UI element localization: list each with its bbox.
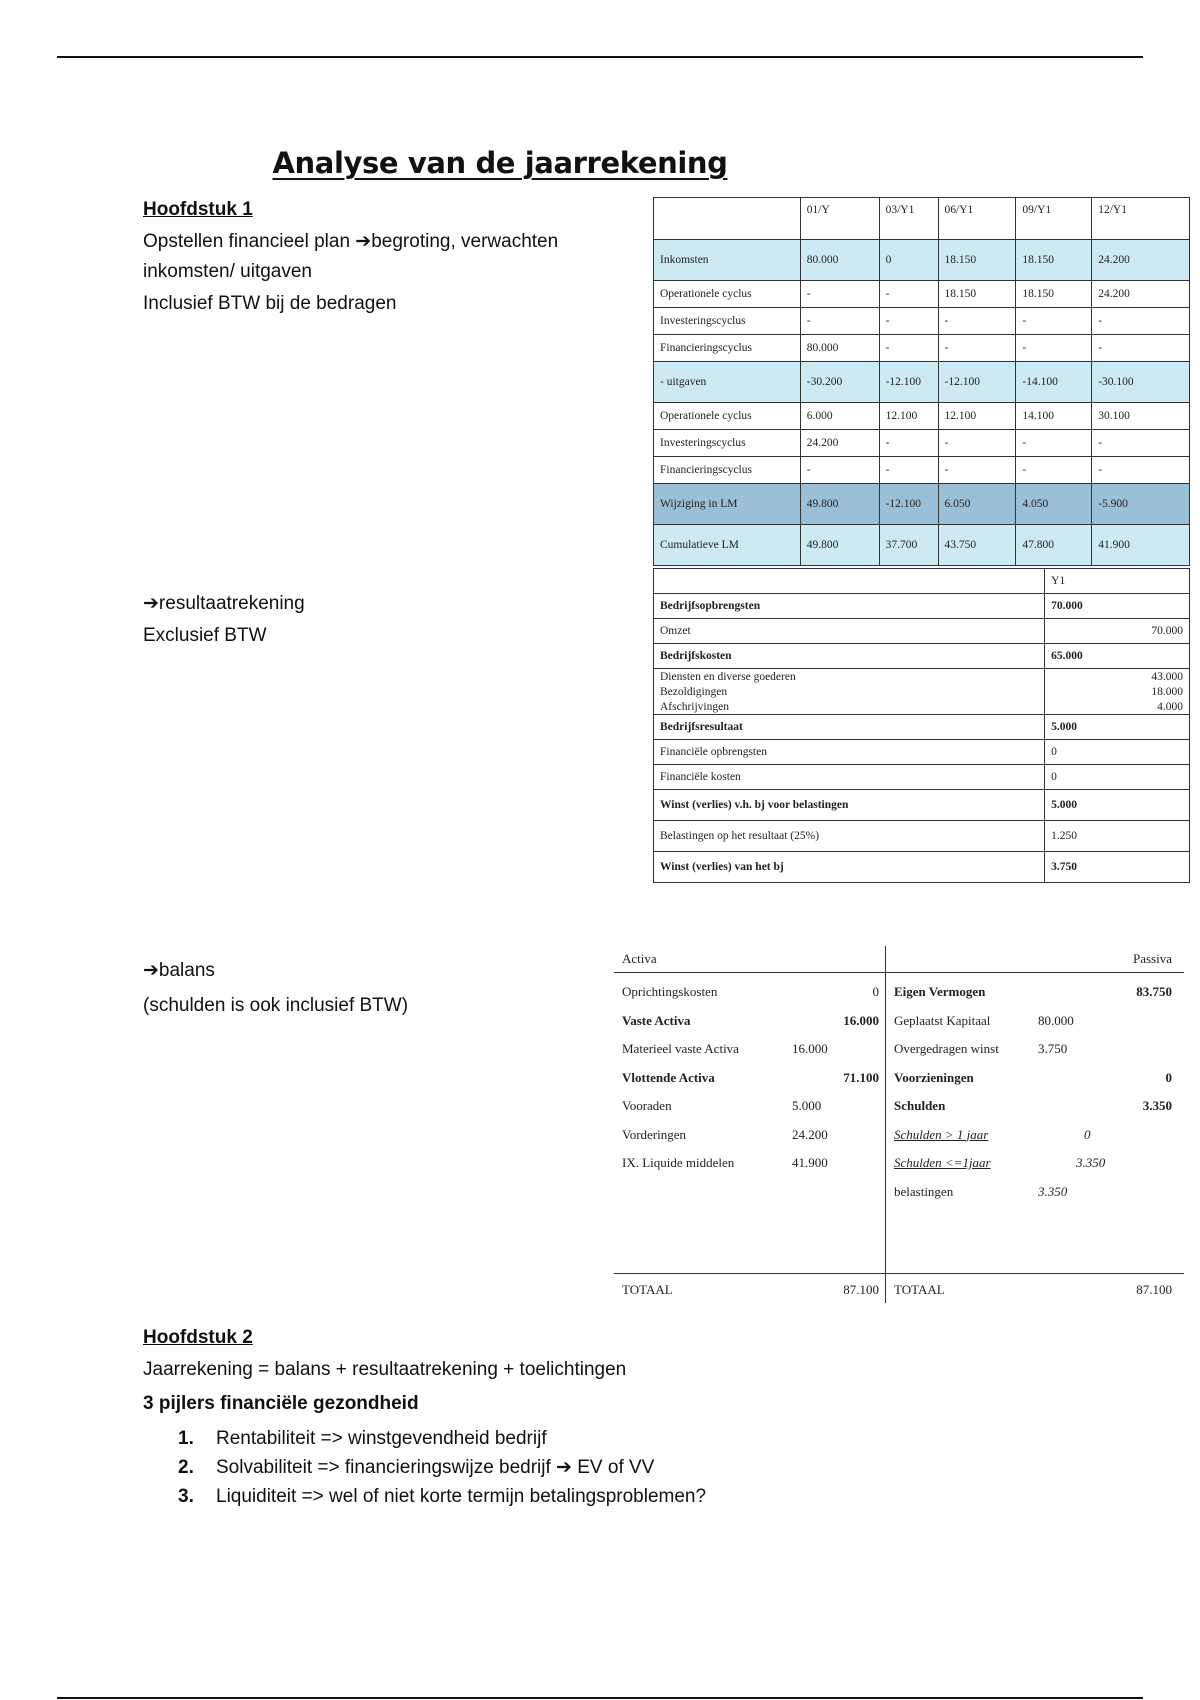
balance-item-label: Oprichtingskosten xyxy=(622,984,718,999)
table-cell: 24.200 xyxy=(1092,281,1190,308)
totaal-label: TOTAAL xyxy=(894,1282,945,1297)
balance-item-label: Schulden <=1jaar xyxy=(894,1155,991,1170)
table-cell: 43.000 xyxy=(1120,669,1190,685)
table-cell: 0 xyxy=(1045,740,1120,765)
table-cell: - xyxy=(1092,430,1190,457)
table-cell xyxy=(1120,821,1190,852)
pijlers-list xyxy=(178,1424,706,1511)
table-cell: -30.200 xyxy=(800,362,879,403)
balance-item-value: 24.200 xyxy=(792,1126,828,1142)
table-cell: Cumulatieve LM xyxy=(654,525,801,566)
paragraph-line: Inclusief BTW bij de bedragen xyxy=(143,293,397,314)
balance-header-rule xyxy=(614,972,1184,973)
table-row xyxy=(654,281,1190,308)
balance-item-total: 83.750 xyxy=(1136,984,1172,999)
balance-item-total: 3.350 xyxy=(1142,1098,1172,1113)
table-cell: - xyxy=(938,457,1016,484)
table-cell xyxy=(1120,594,1190,619)
table-cell: 5.000 xyxy=(1045,715,1120,740)
table-cell: 18.150 xyxy=(1016,240,1092,281)
page-title: Analyse van de jaarrekening xyxy=(272,146,728,180)
table-row xyxy=(654,594,1190,619)
table-cell: 49.800 xyxy=(800,484,879,525)
table-cell xyxy=(1120,644,1190,669)
top-rule xyxy=(57,56,1143,58)
table-row xyxy=(654,308,1190,335)
table-cell: 18.150 xyxy=(938,240,1016,281)
table-cell: 37.700 xyxy=(879,525,938,566)
table-cell: Bezoldigingen xyxy=(654,684,1045,699)
paragraph-line: ➔balans xyxy=(143,960,215,981)
table-row xyxy=(654,790,1190,821)
balance-item-label: belastingen xyxy=(894,1183,954,1199)
balance-item-total: 0 xyxy=(872,984,879,999)
list-number: 2. xyxy=(178,1457,194,1478)
balance-item-label: Materieel vaste Activa xyxy=(622,1041,739,1056)
table-cell: - xyxy=(879,335,938,362)
table-cell xyxy=(1045,699,1120,715)
table-cell: - xyxy=(1016,335,1092,362)
table-row xyxy=(654,699,1190,715)
balance-item-label: Schulden xyxy=(894,1098,946,1113)
activa-label: Activa xyxy=(622,951,657,966)
table-cell: 65.000 xyxy=(1045,644,1120,669)
table-cell: 18.150 xyxy=(1016,281,1092,308)
table-cell: 5.000 xyxy=(1045,790,1120,821)
table-cell: 80.000 xyxy=(800,240,879,281)
table-cell: 4.000 xyxy=(1120,699,1190,715)
table-cell: Operationele cyclus xyxy=(654,281,801,308)
table-cell: - xyxy=(1092,457,1190,484)
balance-item-label: Vooraden xyxy=(622,1098,672,1113)
balance-item-value: 0 xyxy=(1084,1126,1091,1142)
table-cell: - uitgaven xyxy=(654,362,801,403)
table-cell: 30.100 xyxy=(1092,403,1190,430)
table-cell: 0 xyxy=(879,240,938,281)
table-cell: - xyxy=(1016,457,1092,484)
balance-item-value: 3.750 xyxy=(1038,1041,1068,1056)
table-row xyxy=(654,619,1190,644)
list-text: Solvabiliteit => financieringswijze bedrijf ➔ EV of VV xyxy=(216,1457,655,1478)
table-cell: - xyxy=(1092,308,1190,335)
balance-item-label: Schulden > 1 jaar xyxy=(894,1126,989,1142)
table-cell: - xyxy=(800,457,879,484)
table-cell: Financiële kosten xyxy=(654,765,1045,790)
table-cell: -5.900 xyxy=(1092,484,1190,525)
table-cell: 24.200 xyxy=(1092,240,1190,281)
balance-item-label: Vaste Activa xyxy=(622,1012,691,1028)
paragraph-line: Jaarrekening = balans + resultaatrekening + toelichtingen xyxy=(143,1359,627,1380)
paragraph-line: Exclusief BTW xyxy=(143,625,267,646)
table-cell xyxy=(1045,619,1120,644)
table-cell: - xyxy=(800,281,879,308)
table-cell: -12.100 xyxy=(879,484,938,525)
balance-item-value: 5.000 xyxy=(792,1098,822,1113)
table-cell xyxy=(1045,684,1120,699)
paragraph-line: inkomsten/ uitgaven xyxy=(143,261,312,282)
table-cell: 6.000 xyxy=(800,403,879,430)
table-row xyxy=(654,430,1190,457)
table-cell: 18.150 xyxy=(938,281,1016,308)
list-number: 1. xyxy=(178,1428,194,1449)
table-row xyxy=(654,740,1190,765)
table-cell: - xyxy=(879,281,938,308)
table-header-cell: 03/Y1 xyxy=(879,198,938,240)
table-cell: 1.250 xyxy=(1045,821,1120,852)
balance-item-label: Vlottende Activa xyxy=(622,1069,715,1085)
heading-hoofdstuk-2: Hoofdstuk 2 xyxy=(143,1327,253,1348)
balance-item-value: 3.350 xyxy=(1076,1155,1106,1170)
table-row-wijziging xyxy=(654,484,1190,525)
table-row xyxy=(654,644,1190,669)
balance-total-rule xyxy=(614,1273,1184,1274)
table-row xyxy=(654,335,1190,362)
table-cell: - xyxy=(879,308,938,335)
balance-item-label: Vorderingen xyxy=(622,1126,687,1142)
balance-item-value: 41.900 xyxy=(792,1155,828,1170)
table-header-cell: 06/Y1 xyxy=(938,198,1016,240)
table-cell: - xyxy=(938,430,1016,457)
balance-item-total: 16.000 xyxy=(843,1012,879,1028)
table-cell xyxy=(1045,669,1120,685)
table-cell: Winst (verlies) v.h. bj voor belastingen xyxy=(654,790,1045,821)
table-row-uitgaven xyxy=(654,362,1190,403)
table-cell: - xyxy=(879,430,938,457)
balance-item-label: Voorzieningen xyxy=(894,1069,974,1085)
balance-item-label: Geplaatst Kapitaal xyxy=(894,1012,991,1028)
income-statement-table xyxy=(653,568,1190,883)
table-cell: Winst (verlies) van het bj xyxy=(654,852,1045,883)
table-row xyxy=(654,198,1190,240)
table-cell: 80.000 xyxy=(800,335,879,362)
paragraph-line: Opstellen financieel plan ➔begroting, verwachten xyxy=(143,231,559,252)
table-cell: Investeringscyclus xyxy=(654,308,801,335)
table-cell: Financiële opbrengsten xyxy=(654,740,1045,765)
table-cell: 3.750 xyxy=(1045,852,1120,883)
table-row xyxy=(654,403,1190,430)
table-cell: 4.050 xyxy=(1016,484,1092,525)
table-cell: -14.100 xyxy=(1016,362,1092,403)
table-cell: - xyxy=(938,335,1016,362)
table-cell: Wijziging in LM xyxy=(654,484,801,525)
table-cell: 0 xyxy=(1045,765,1120,790)
table-cell: -30.100 xyxy=(1092,362,1190,403)
table-row xyxy=(654,821,1190,852)
list-item xyxy=(178,1482,706,1511)
paragraph-line: ➔resultaatrekening xyxy=(143,593,305,614)
table-cell xyxy=(1120,715,1190,740)
table-row xyxy=(654,669,1190,685)
table-cell: - xyxy=(800,308,879,335)
table-cell: 24.200 xyxy=(800,430,879,457)
table-cell xyxy=(654,569,1045,594)
balance-item-value: 16.000 xyxy=(792,1041,828,1056)
table-cell: Operationele cyclus xyxy=(654,403,801,430)
table-cell: Financieringscyclus xyxy=(654,457,801,484)
table-cell: 47.800 xyxy=(1016,525,1092,566)
list-item xyxy=(178,1453,706,1482)
list-item xyxy=(178,1424,706,1453)
table-row xyxy=(654,684,1190,699)
balance-item-label: IX. Liquide middelen xyxy=(622,1155,735,1170)
table-cell: -12.100 xyxy=(938,362,1016,403)
table-cell xyxy=(1120,740,1190,765)
heading-hoofdstuk-1: Hoofdstuk 1 xyxy=(143,199,253,220)
balance-item-value: 80.000 xyxy=(1038,1012,1074,1028)
table-header-cell: 01/Y xyxy=(800,198,879,240)
balance-item-label: Eigen Vermogen xyxy=(894,984,986,999)
table-row xyxy=(654,457,1190,484)
table-row xyxy=(654,569,1190,594)
table-cell: Bedrijfsopbrengsten xyxy=(654,594,1045,619)
bottom-rule xyxy=(57,1697,1143,1699)
table-cell: Diensten en diverse goederen xyxy=(654,669,1045,685)
balance-item-label: Overgedragen winst xyxy=(894,1041,999,1056)
passiva-label: Passiva xyxy=(1133,951,1172,966)
table-cell: Belastingen op het resultaat (25%) xyxy=(654,821,1045,852)
pijlers-title: 3 pijlers financiële gezondheid xyxy=(143,1393,419,1414)
table-cell: Investeringscyclus xyxy=(654,430,801,457)
table-header-cell: 12/Y1 xyxy=(1092,198,1190,240)
table-cell xyxy=(1120,765,1190,790)
balance-sheet xyxy=(614,946,1184,1306)
table-header-cell: 09/Y1 xyxy=(1016,198,1092,240)
table-cell: -12.100 xyxy=(879,362,938,403)
table-cell xyxy=(654,198,801,240)
table-cell: - xyxy=(1016,430,1092,457)
table-cell: 18.000 xyxy=(1120,684,1190,699)
table-cell: 6.050 xyxy=(938,484,1016,525)
list-text: Liquiditeit => wel of niet korte termijn betalingsproblemen? xyxy=(216,1486,707,1507)
table-cell: Bedrijfsresultaat xyxy=(654,715,1045,740)
table-row xyxy=(654,852,1190,883)
paragraph-line: (schulden is ook inclusief BTW) xyxy=(143,995,409,1016)
totaal-activa: 87.100 xyxy=(843,1282,879,1297)
balance-item-value: 3.350 xyxy=(1038,1183,1068,1199)
table-cell: Afschrijvingen xyxy=(654,699,1045,715)
table-cell: - xyxy=(938,308,1016,335)
table-cell: 70.000 xyxy=(1045,594,1120,619)
table-cell: Financieringscyclus xyxy=(654,335,801,362)
table-header-cell: Y1 xyxy=(1045,569,1120,594)
table-cell: - xyxy=(1016,308,1092,335)
totaal-passiva: 87.100 xyxy=(1136,1282,1172,1297)
table-cell: 12.100 xyxy=(879,403,938,430)
table-cell: 43.750 xyxy=(938,525,1016,566)
table-row xyxy=(654,715,1190,740)
balance-item-total: 71.100 xyxy=(843,1069,879,1085)
table-cell: 49.800 xyxy=(800,525,879,566)
table-cell: - xyxy=(879,457,938,484)
table-cell: 14.100 xyxy=(1016,403,1092,430)
table-cell xyxy=(1120,569,1190,594)
table-cell: 12.100 xyxy=(938,403,1016,430)
financial-plan-table xyxy=(653,197,1190,566)
table-cell: Omzet xyxy=(654,619,1045,644)
table-cell: - xyxy=(1092,335,1190,362)
table-cell xyxy=(1120,852,1190,883)
table-cell: Inkomsten xyxy=(654,240,801,281)
table-cell: 70.000 xyxy=(1120,619,1190,644)
balance-divider xyxy=(885,946,886,1303)
totaal-label: TOTAAL xyxy=(622,1282,673,1297)
list-number: 3. xyxy=(178,1486,194,1507)
table-row xyxy=(654,765,1190,790)
table-row-cumulatief xyxy=(654,525,1190,566)
table-cell: Bedrijfskosten xyxy=(654,644,1045,669)
table-cell: 41.900 xyxy=(1092,525,1190,566)
table-cell xyxy=(1120,790,1190,821)
list-text: Rentabiliteit => winstgevendheid bedrijf xyxy=(216,1428,547,1449)
table-row-inkomsten xyxy=(654,240,1190,281)
balance-item-total: 0 xyxy=(1165,1069,1172,1085)
